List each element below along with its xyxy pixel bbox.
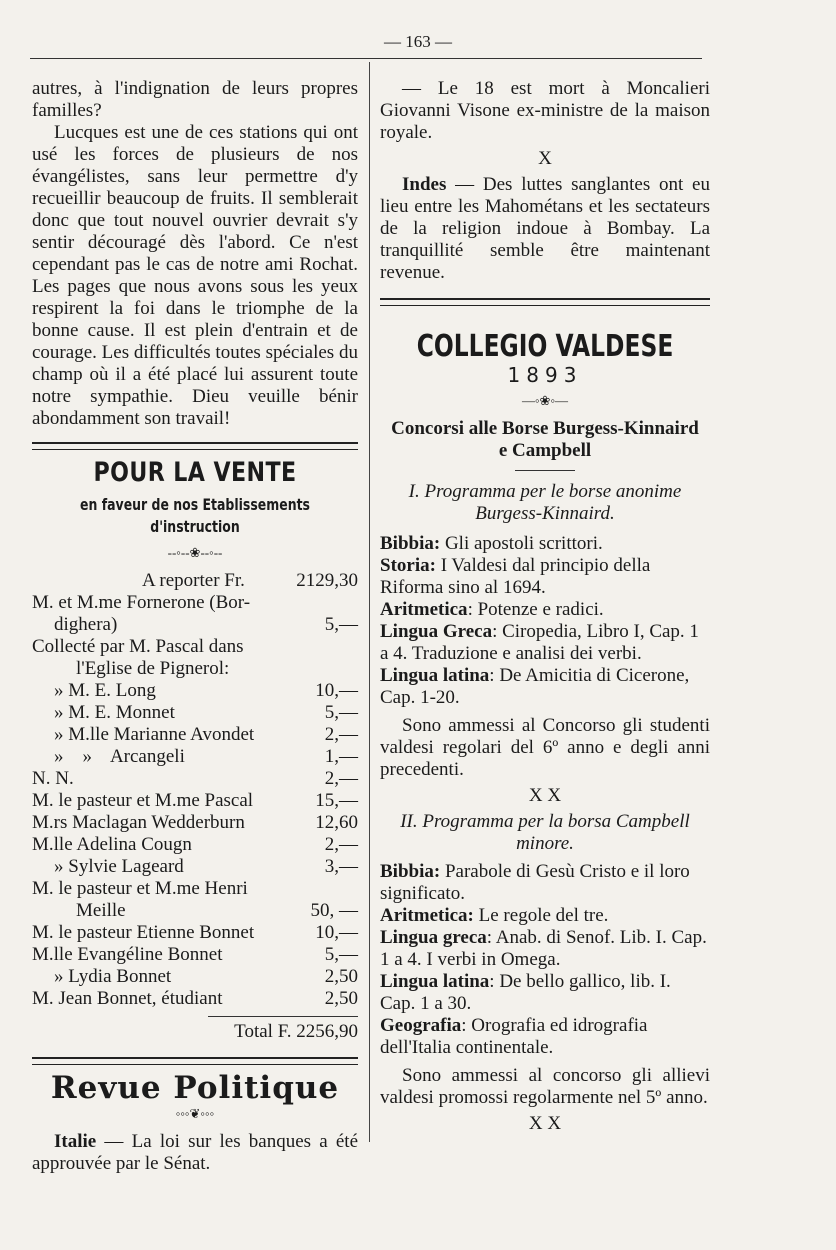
indes-paragraph [380,174,710,284]
donor-name: l'Eglise de Pignerol: [76,658,230,679]
report-row [32,570,358,592]
donation-amount: 3,— [324,856,358,877]
italie-label: Italie [54,1131,97,1152]
donation-row [32,988,358,1010]
italie-paragraph [32,1131,358,1175]
donation-amount: 2,50 [324,966,358,987]
donation-row [32,614,358,636]
separator-x: X [538,148,552,169]
ornament: ‑‑◦‑‑❀‑‑◦‑‑ [167,545,223,560]
page-number: — 163 — [384,32,452,51]
right-column [380,78,710,1139]
left-column [32,78,358,1175]
donation-row [32,636,358,658]
donor-name: » Sylvie Lageard [54,856,184,877]
donation-row [32,658,358,680]
donation-amount: 5,— [324,944,358,965]
subject-label: Lingua latina [380,665,490,686]
admitted-1: Sono ammessi al Concorso gli studenti valdesi regolari del 6º anno e degli anni precedenti. [380,715,710,780]
donation-row [32,790,358,812]
indes-text: — Des luttes sanglantes ont eu lieu entre les Mahométans et les sectateurs de la religion indoue à Bombay. La tranquillité semble être maintenant revenue. [380,174,710,283]
section-rule [32,442,358,450]
report-label: A reporter Fr. [142,570,245,591]
donor-name: dighera) [54,614,118,635]
total-line: Total F. 2256,90 [234,1021,358,1042]
program-item [380,1015,710,1059]
program-item [380,621,710,665]
donor-name: M.rs Maclagan Wedderburn [32,812,245,833]
subject-label: Bibbia: [380,861,441,882]
program-item [380,599,710,621]
subject-label: Storia: [380,555,436,576]
collegio-year: 1893 [507,363,583,387]
section-rule [32,1057,358,1065]
concorsi-heading: Concorsi alle Borse Burgess-Kinnaird e Campbell [391,418,699,461]
program-item [380,861,710,905]
program-item [380,971,710,1015]
donation-amount: 50, — [310,900,358,921]
indes-label: Indes [402,174,447,195]
subject-text: I Valdesi dal principio della Riforma sino al 1694. [380,555,651,598]
separator-xx: X X [528,1113,562,1134]
vente-subtitle: en faveur de nos Etablissements d'instruction [80,495,310,536]
total-rule [208,1016,358,1017]
donor-name: » » Arcangeli [54,746,185,767]
subject-text: Gli apostoli scrittori. [440,533,603,554]
subject-label: Geografia [380,1015,462,1036]
donor-name: » M. E. Monnet [54,702,175,723]
donation-amount: 5,— [324,702,358,723]
donation-amount: 2,50 [324,988,358,1009]
donor-name: M.lle Adelina Cougn [32,834,192,855]
donation-row [32,966,358,988]
right-paragraph-1: — Le 18 est mort à Moncalieri Giovanni Visone ex-ministre de la maison royale. [380,78,710,143]
section-rule [380,298,710,306]
ornament: ◦◦◦❦◦◦◦ [175,1106,215,1121]
donor-name: M.lle Evangéline Bonnet [32,944,223,965]
short-rule [515,470,575,471]
donation-amount: 10,— [315,680,358,701]
donor-name: Collecté par M. Pascal dans [32,636,244,657]
left-paragraph-2: Lucques est une de ces stations qui ont usé les forces de plusieurs de nos évangélistes, sans leur permettre d'y recueillir beaucoup de fruits. Il semblerait donc que tout nouvel ouvrier devrait s'y sentir découragé dès l'abord. Ce n'est cependant pas le cas de notre ami Rochat. Les pages que nous avons sous les yeux respirent la foi dans le triomphe de la bonne cause. Il est plein d'entrain et de courage. Les difficultés toutes spéciales du champ où il a été placé lui assurent toute notre sympathie. Dieu veuille bénir abondamment son travail! [32,122,358,429]
donation-amount: 15,— [315,790,358,811]
program-item [380,665,710,709]
program-item [380,927,710,971]
subject-text: : Anab. di Senof. Lib. I. Cap. 1 a 4. I verbi in Omega. [380,927,707,970]
program-item [380,905,710,927]
donation-row [32,922,358,944]
subject-label: Lingua greca [380,927,487,948]
donation-row [32,878,358,900]
donation-list [32,592,358,1010]
donor-name: M. le pasteur Etienne Bonnet [32,922,255,943]
program-1-list [380,533,710,709]
donor-name: » M.lle Marianne Avondet [54,724,255,745]
subject-text: : Potenze e radici. [467,599,604,620]
subject-text: : De bello gallico, lib. I. Cap. 1 a 30. [380,971,671,1014]
italie-text: — La loi sur les banques a été approuvée par le Sénat. [32,1131,358,1174]
donation-amount: 2,— [324,724,358,745]
donation-row [32,724,358,746]
program-2-list [380,861,710,1059]
subject-text: Parabole di Gesù Cristo e il loro significato. [380,861,690,904]
subject-text: : De Amicitia di Cicerone, Cap. 1-20. [380,665,690,708]
subject-label: Bibbia: [380,533,441,554]
donation-row [32,592,358,614]
donor-name: M. et M.me Fornerone (Bor- [32,592,251,613]
subject-text: Le regole del tre. [473,905,609,926]
donation-amount: 1,— [324,746,358,767]
donation-amount: 2,— [324,834,358,855]
revue-title: Revue Politique [50,1070,340,1106]
donation-row [32,768,358,790]
donation-row [32,702,358,724]
donation-amount: 12,60 [315,812,358,833]
subject-label: Lingua Greca [380,621,493,642]
donation-row [32,746,358,768]
donation-row [32,856,358,878]
collegio-title: COLLEGIO VALDESE [416,329,674,364]
donation-amount: 2,— [324,768,358,789]
subject-label: Aritmetica [380,599,468,620]
donation-row [32,834,358,856]
donation-amount: 5,— [324,614,358,635]
donation-amount: 10,— [315,922,358,943]
subject-text: : Orografia ed idrografia dell'Italia continentale. [380,1015,648,1058]
donor-name: M. le pasteur et M.me Pascal [32,790,254,811]
subject-label: Aritmetica: [380,905,474,926]
program-item [380,533,710,555]
admitted-2: Sono ammessi al concorso gli allievi valdesi promossi regolarmente nel 5º anno. [380,1065,710,1108]
separator-xx: X X [528,785,562,806]
donation-row [32,812,358,834]
subject-label: Lingua latina [380,971,490,992]
donation-row [32,900,358,922]
donor-name: N. N. [32,768,74,789]
ornament: —◦❀◦— [521,393,569,408]
donor-name: M. Jean Bonnet, étudiant [32,988,223,1009]
donation-row [32,944,358,966]
donor-name: Meille [76,900,126,921]
program-1-title: I. Programma per le borse anonime Burgess-Kinnaird. [408,481,682,524]
donation-row [32,680,358,702]
program-2-title: II. Programma per la borsa Campbell minore. [400,811,690,854]
report-amount: 2129,30 [296,570,358,591]
donor-name: » M. E. Long [54,680,156,701]
vente-title: POUR LA VENTE [93,457,297,488]
subject-text: : Ciropedia, Libro I, Cap. 1 a 4. Traduzione e analisi dei verbi. [380,621,699,664]
donor-name: » Lydia Bonnet [54,966,172,987]
left-paragraph-1: autres, à l'indignation de leurs propres familles? [32,78,358,121]
donor-name: M. le pasteur et M.me Henri [32,878,248,899]
column-divider [369,62,370,1142]
program-item [380,555,710,599]
header-rule [30,58,702,59]
